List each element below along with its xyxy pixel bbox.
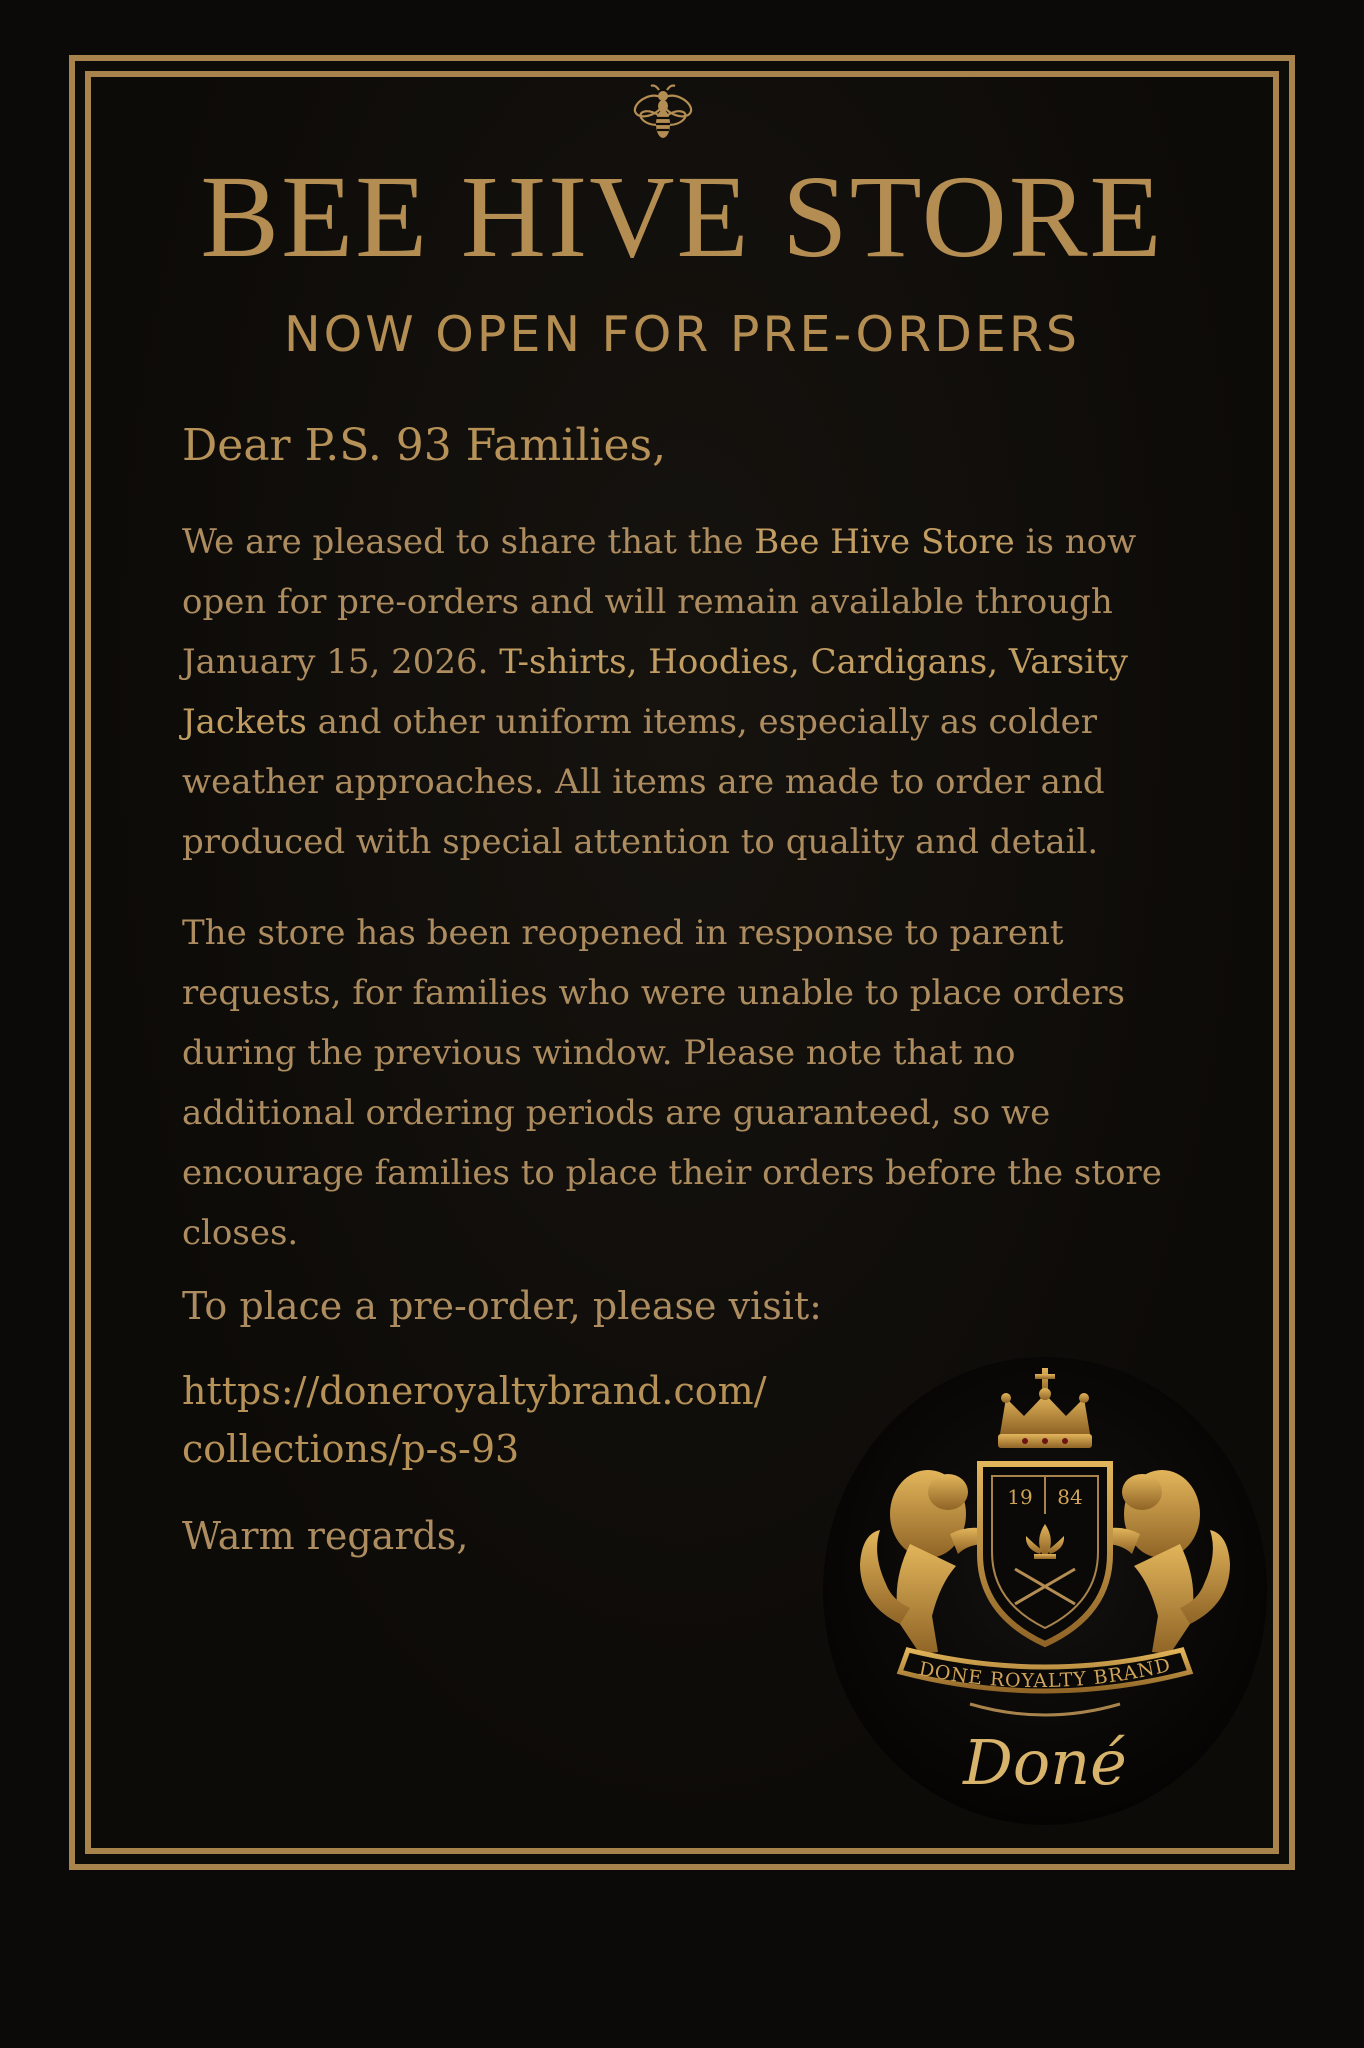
royalty-crest-seal	[820, 1354, 1270, 1828]
intro-paragraph	[182, 512, 1192, 872]
url-line-1[interactable]: https://doneroyaltybrand.com/	[182, 1369, 767, 1413]
url-line-2[interactable]: collections/p-s-93	[182, 1427, 520, 1471]
intro-text-2: is now open for pre-orders and will remain available through January 15, 2026.	[182, 522, 1137, 682]
store-title: BEE HIVE STORE	[200, 151, 1164, 282]
store-name: Bee Hive Store	[754, 522, 1015, 562]
banner-text: DONE ROYALTY BRAND	[917, 1653, 1174, 1693]
closing: Warm regards,	[182, 1514, 469, 1558]
visit-label: To place a pre-order, please visit:	[182, 1284, 822, 1328]
crest-year-right: 84	[1057, 1485, 1083, 1509]
intro-text-3: and other uniform items, especially as colder weather approaches. All items are made to order and produced with special attention to quality and detail.	[182, 702, 1105, 862]
intro-text-1: We are pleased to share that the	[182, 522, 755, 562]
preorder-subtitle: NOW OPEN FOR PRE-ORDERS	[284, 306, 1080, 363]
store-url-link[interactable]	[182, 1362, 822, 1478]
crest-year-left: 19	[1007, 1485, 1033, 1509]
bee-icon	[631, 82, 695, 146]
item-list: T-shirts, Hoodies, Cardigans, Varsity Jackets	[182, 642, 1128, 742]
reopen-paragraph: The store has been reopened in response to parent requests, for families who were unable to place orders during the previous window. Please note that no additional ordering periods are guaranteed, so we encourage families to place their orders before the store closes.	[182, 913, 1162, 1253]
salutation: Dear P.S. 93 Families,	[182, 420, 667, 471]
signature: Doné	[963, 1726, 1127, 1799]
